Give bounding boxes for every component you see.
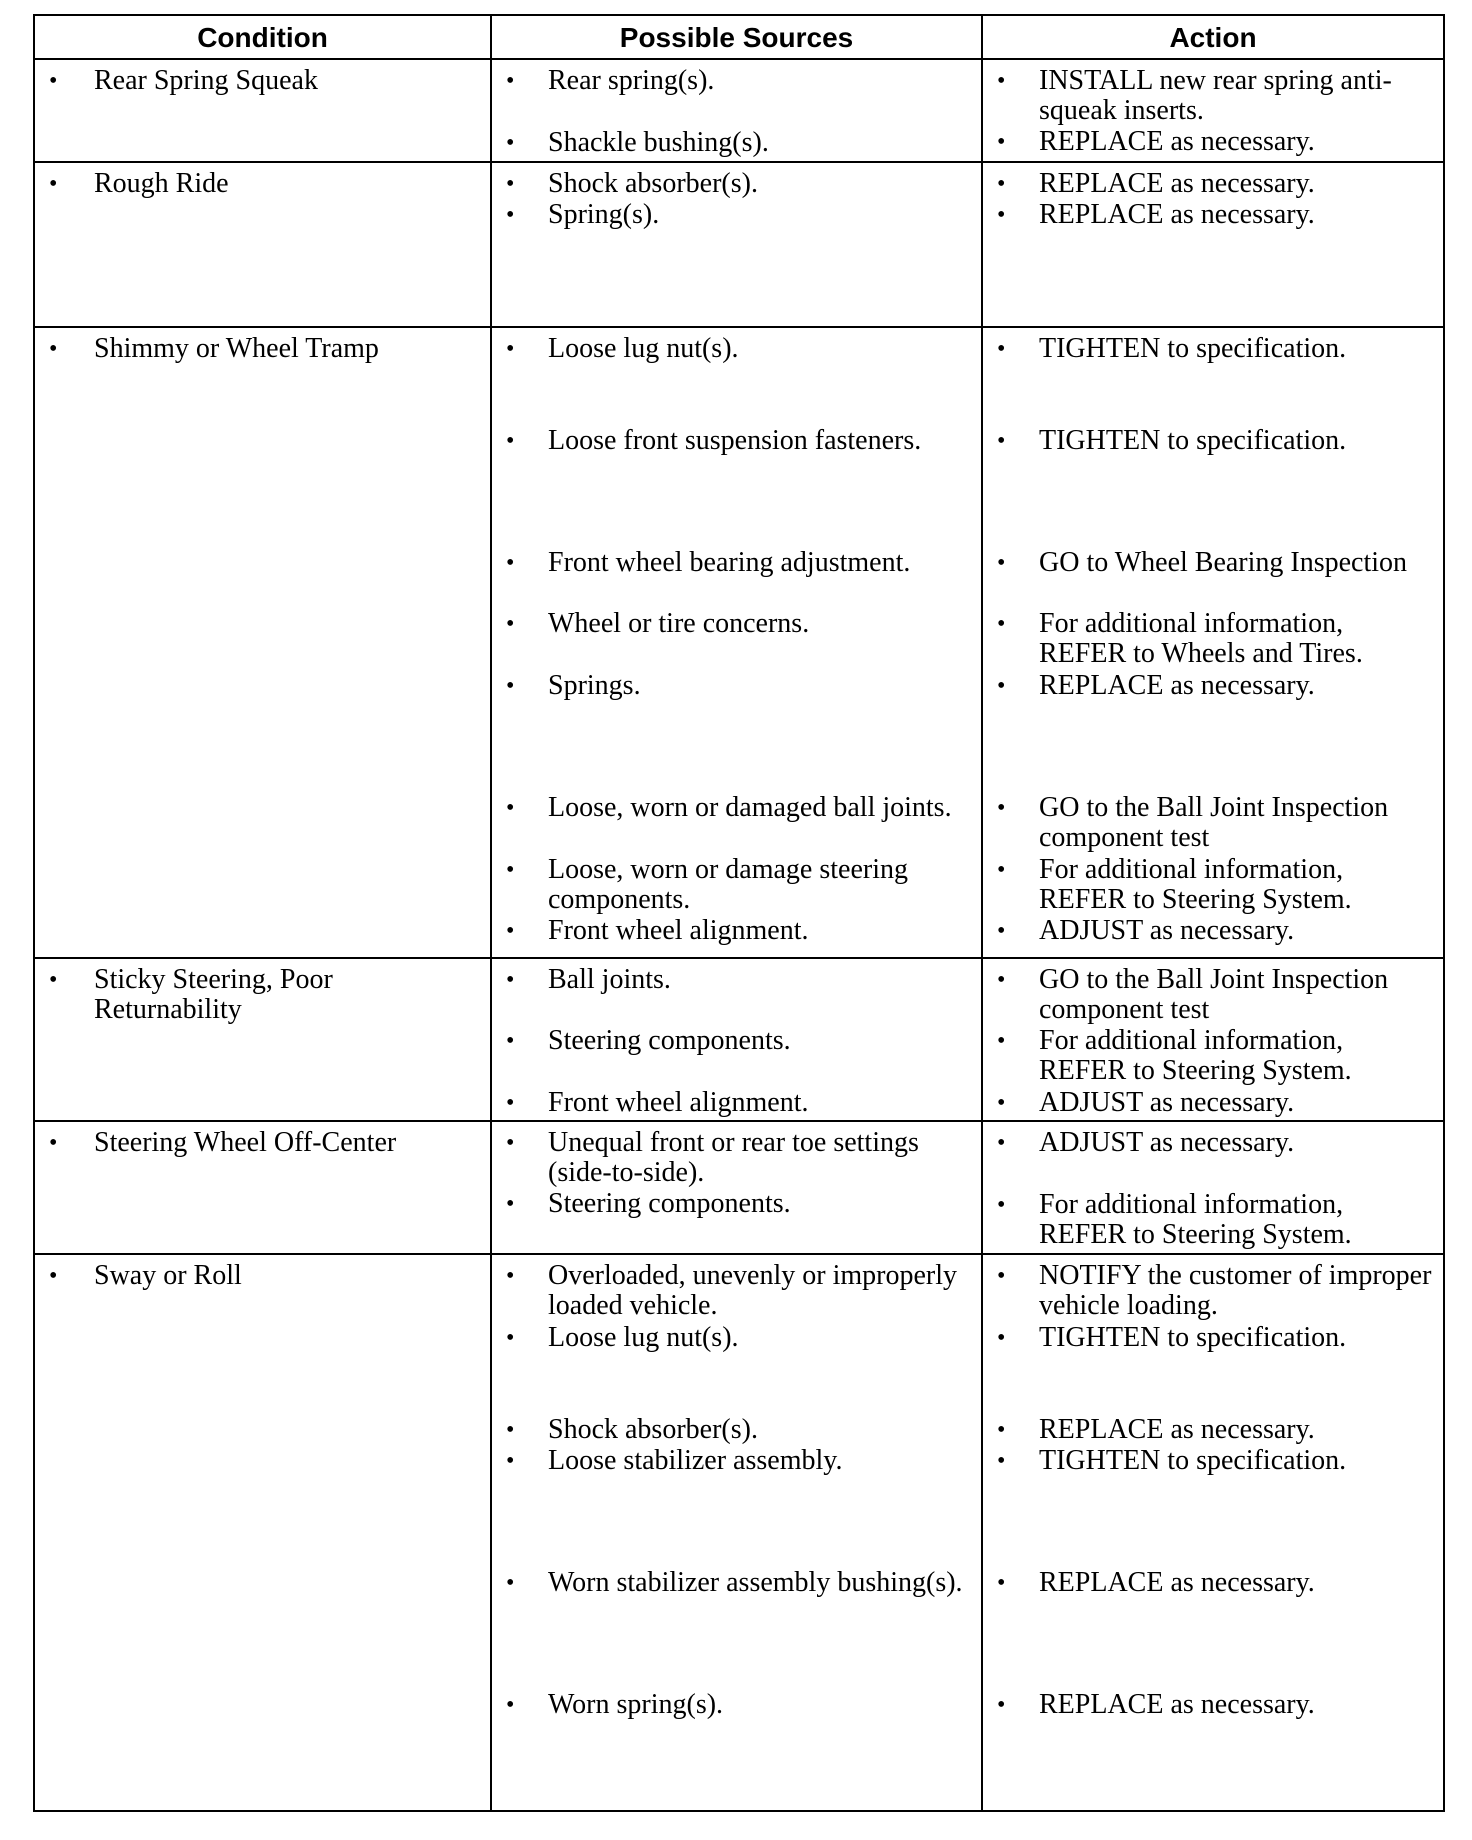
source-item: • Loose lug nut(s). bbox=[492, 334, 975, 364]
source-item: • Steering components. bbox=[492, 1026, 975, 1056]
sources-cell bbox=[491, 162, 982, 327]
source-item: • Shock absorber(s). bbox=[492, 1415, 975, 1445]
action-item: • NOTIFY the customer of improper vehicle loading. bbox=[983, 1261, 1437, 1321]
condition-cell bbox=[34, 1121, 491, 1254]
table-row bbox=[34, 1254, 1444, 1811]
action-item: • REPLACE as necessary. bbox=[983, 1690, 1437, 1720]
diagnosis-document bbox=[33, 14, 1443, 1812]
source-item: • Worn spring(s). bbox=[492, 1690, 975, 1720]
action-item: • INSTALL new rear spring anti-squeak inserts. bbox=[983, 66, 1437, 126]
action-item: • For additional information, REFER to Steering System. bbox=[983, 1026, 1437, 1086]
action-item: • REPLACE as necessary. bbox=[983, 671, 1437, 701]
source-item: • Loose front suspension fasteners. bbox=[492, 426, 975, 456]
source-item: • Loose, worn or damage steering components. bbox=[492, 855, 975, 915]
condition-cell bbox=[34, 327, 491, 958]
action-cell bbox=[982, 1121, 1444, 1254]
source-item: • Steering components. bbox=[492, 1189, 975, 1219]
condition-item: • Rough Ride bbox=[35, 169, 484, 199]
action-cell bbox=[982, 327, 1444, 958]
source-item: • Springs. bbox=[492, 671, 975, 701]
action-item: • ADJUST as necessary. bbox=[983, 1088, 1437, 1118]
header-possible-sources: Possible Sources bbox=[491, 15, 982, 59]
source-item: • Shock absorber(s). bbox=[492, 169, 975, 199]
sources-cell bbox=[491, 327, 982, 958]
source-item: • Shackle bushing(s). bbox=[492, 128, 975, 158]
condition-item: • Shimmy or Wheel Tramp bbox=[35, 334, 484, 364]
condition-item: • Steering Wheel Off-Center bbox=[35, 1128, 484, 1158]
header-action: Action bbox=[982, 15, 1444, 59]
condition-cell bbox=[34, 59, 491, 162]
table-row bbox=[34, 1121, 1444, 1254]
condition-cell bbox=[34, 1254, 491, 1811]
header-row bbox=[34, 15, 1444, 59]
source-item: • Front wheel alignment. bbox=[492, 1088, 975, 1118]
action-item: • TIGHTEN to specification. bbox=[983, 1323, 1437, 1353]
action-item: • For additional information, REFER to Steering System. bbox=[983, 1190, 1437, 1250]
condition-cell bbox=[34, 958, 491, 1121]
source-item: • Spring(s). bbox=[492, 200, 975, 230]
action-item: • ADJUST as necessary. bbox=[983, 1128, 1437, 1158]
condition-cell bbox=[34, 162, 491, 327]
action-item: • TIGHTEN to specification. bbox=[983, 1446, 1437, 1476]
header-condition: Condition bbox=[34, 15, 491, 59]
condition-item: • Sway or Roll bbox=[35, 1261, 484, 1291]
sources-cell bbox=[491, 1121, 982, 1254]
action-item: • TIGHTEN to specification. bbox=[983, 426, 1437, 456]
table-row bbox=[34, 162, 1444, 327]
table-row bbox=[34, 59, 1444, 162]
action-item: • GO to the Ball Joint Inspection component test bbox=[983, 965, 1437, 1025]
action-item: • REPLACE as necessary. bbox=[983, 1568, 1437, 1598]
source-item: • Unequal front or rear toe settings (side-to-side). bbox=[492, 1128, 975, 1188]
action-cell bbox=[982, 162, 1444, 327]
condition-item: • Rear Spring Squeak bbox=[35, 66, 484, 96]
source-item: • Worn stabilizer assembly bushing(s). bbox=[492, 1568, 975, 1598]
action-item: • GO to Wheel Bearing Inspection bbox=[983, 548, 1437, 578]
action-item: • REPLACE as necessary. bbox=[983, 127, 1437, 157]
action-item: • TIGHTEN to specification. bbox=[983, 334, 1437, 364]
source-item: • Wheel or tire concerns. bbox=[492, 609, 975, 639]
source-item: • Overloaded, unevenly or improperly loaded vehicle. bbox=[492, 1261, 975, 1321]
table-row bbox=[34, 327, 1444, 958]
table-row bbox=[34, 958, 1444, 1121]
sources-cell bbox=[491, 59, 982, 162]
source-item: • Ball joints. bbox=[492, 965, 975, 995]
action-cell bbox=[982, 59, 1444, 162]
condition-item: • Sticky Steering, Poor Returnability bbox=[35, 965, 484, 1025]
source-item: • Front wheel bearing adjustment. bbox=[492, 548, 975, 578]
action-item: • For additional information, REFER to Wheels and Tires. bbox=[983, 609, 1437, 669]
action-item: • For additional information, REFER to Steering System. bbox=[983, 855, 1437, 915]
action-item: • ADJUST as necessary. bbox=[983, 916, 1437, 946]
diagnosis-table bbox=[33, 14, 1445, 1812]
sources-cell bbox=[491, 1254, 982, 1811]
action-cell bbox=[982, 1254, 1444, 1811]
action-item: • REPLACE as necessary. bbox=[983, 169, 1437, 199]
source-item: • Front wheel alignment. bbox=[492, 916, 975, 946]
sources-cell bbox=[491, 958, 982, 1121]
action-item: • REPLACE as necessary. bbox=[983, 1415, 1437, 1445]
action-item: • REPLACE as necessary. bbox=[983, 200, 1437, 230]
source-item: • Loose stabilizer assembly. bbox=[492, 1446, 975, 1476]
source-item: • Loose lug nut(s). bbox=[492, 1323, 975, 1353]
source-item: • Loose, worn or damaged ball joints. bbox=[492, 793, 975, 823]
action-cell bbox=[982, 958, 1444, 1121]
action-item: • GO to the Ball Joint Inspection component test bbox=[983, 793, 1437, 853]
source-item: • Rear spring(s). bbox=[492, 66, 975, 96]
